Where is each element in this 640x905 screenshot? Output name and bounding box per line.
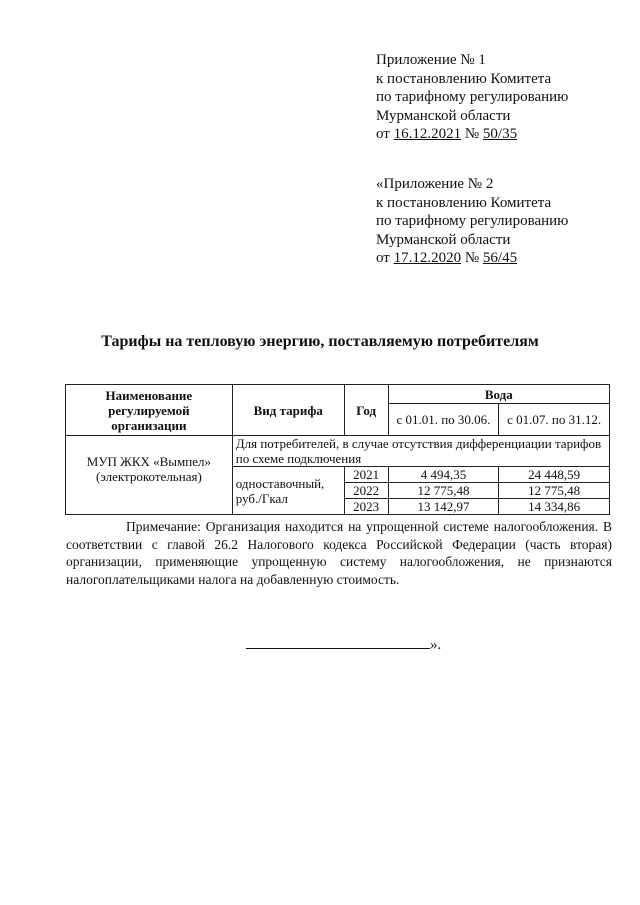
tariff-type-cell: одноставочный, руб./Гкал	[232, 467, 344, 515]
appendix-1-line2: к постановлению Комитета	[376, 70, 552, 87]
header-period-2: с 01.07. по 31.12.	[499, 404, 610, 436]
appendix-2-line4: Мурманской области	[376, 231, 511, 248]
header-org: Наименование регулируемой организации	[66, 385, 233, 436]
appendix-2-date-prefix: от	[376, 250, 394, 266]
appendix-1-block	[376, 51, 568, 144]
signature-line	[246, 634, 430, 649]
closing-quote: ».	[430, 637, 442, 653]
header-water: Вода	[388, 385, 609, 404]
consumers-note-cell: Для потребителей, в случае отсутствия дифференциации тарифов по схеме подключения	[232, 436, 609, 467]
appendix-2-line3: по тарифному регулированию	[376, 213, 569, 229]
header-year: Год	[344, 385, 388, 436]
appendix-1-date: 16.12.2021	[393, 126, 462, 142]
header-tariff-type: Вид тарифа	[232, 385, 344, 436]
appendix-1-line4: Мурманской области	[376, 107, 511, 124]
value-cell-period-2: 12 775,48	[499, 483, 610, 499]
appendix-2-date-line	[376, 249, 568, 268]
appendix-1-date-prefix: от	[376, 126, 394, 142]
header-period-1: с 01.01. по 30.06.	[388, 404, 499, 436]
note-paragraph: Примечание: Организация находится на упрощенной системе налогообложения. В соответствии с главой 26.2 Налогового кодекса Российской Федерации (часть вторая) организации, применяющие упрощенную систему налогообложения, не признаются налогоплательщиками налога на добавленную стоимость.	[66, 519, 612, 587]
appendix-2-line1: «Приложение № 2	[376, 176, 494, 192]
value-cell-period-1: 12 775,48	[388, 483, 499, 499]
appendix-1-date-line	[376, 125, 568, 144]
appendix-1-line3: по тарифному регулированию	[376, 89, 569, 105]
appendix-2-num-sign: №	[461, 250, 483, 266]
closing-line	[246, 634, 441, 654]
value-cell-period-1: 13 142,97	[388, 499, 499, 515]
value-cell-period-1: 4 494,35	[388, 467, 499, 483]
appendix-1-number: 50/35	[482, 126, 518, 142]
appendix-1-line1: Приложение № 1	[376, 52, 486, 68]
org-name-cell: МУП ЖКХ «Вымпел» (электрокотельная)	[66, 436, 233, 515]
year-cell: 2023	[344, 499, 388, 515]
appendix-1-num-sign: №	[461, 126, 483, 142]
value-cell-period-2: 24 448,59	[499, 467, 610, 483]
tariff-table	[65, 384, 610, 515]
year-cell: 2021	[344, 467, 388, 483]
appendix-2-block	[376, 175, 568, 268]
value-cell-period-2: 14 334,86	[499, 499, 610, 515]
year-cell: 2022	[344, 483, 388, 499]
appendix-2-line2: к постановлению Комитета	[376, 194, 552, 211]
appendix-2-date: 17.12.2020	[393, 250, 462, 266]
appendix-2-number: 56/45	[482, 250, 518, 266]
document-title: Тарифы на тепловую энергию, поставляемую потребителям	[101, 333, 539, 350]
